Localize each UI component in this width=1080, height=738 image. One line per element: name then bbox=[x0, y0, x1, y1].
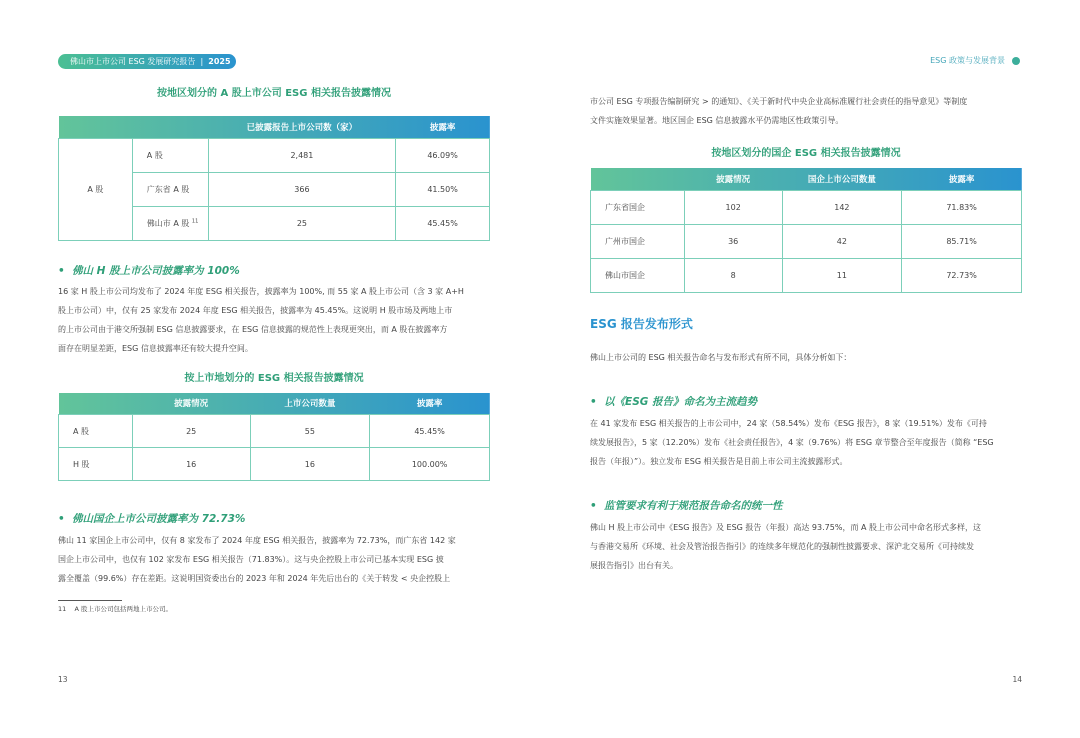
footnote-ref[interactable]: 11 bbox=[191, 217, 199, 224]
paragraph bbox=[590, 518, 1022, 575]
paragraph-line: 面存在明显差距，ESG 信息披露率还有较大提升空间。 bbox=[58, 343, 253, 353]
section-heading: • 佛山 H 股上市公司披露率为 100% bbox=[58, 264, 240, 277]
footnote bbox=[58, 604, 172, 613]
table-row bbox=[59, 415, 490, 448]
paragraph-line: 在 41 家发布 ESG 相关报告的上市公司中，24 家（58.54%）发布《ESG 报告》，8 家（19.51%）发布《可持 bbox=[590, 418, 987, 428]
table-cell: 71.83% bbox=[902, 190, 1022, 224]
table-row bbox=[591, 190, 1022, 224]
page-number-left: 13 bbox=[58, 675, 68, 684]
table-row bbox=[591, 224, 1022, 258]
table-cell: 2,481 bbox=[208, 138, 396, 172]
table-cell: 102 bbox=[684, 190, 782, 224]
table-cell: 8 bbox=[684, 258, 782, 292]
section-heading: • 佛山国企上市公司披露率为 72.73% bbox=[58, 513, 246, 525]
table-cell: 广州市国企 bbox=[591, 224, 685, 258]
table-header-cell: 披露率 bbox=[416, 399, 443, 410]
table-cell: A 股 bbox=[59, 415, 133, 448]
table-cell: 100.00% bbox=[370, 448, 490, 481]
section-title: ESG 报告发布形式 bbox=[590, 316, 693, 331]
table-header-cell: 披露率 bbox=[948, 174, 975, 185]
table-cell: 46.09% bbox=[396, 138, 490, 172]
paragraph bbox=[58, 531, 490, 588]
table-cell: 11 bbox=[782, 258, 902, 292]
section-heading-text: 佛山国企上市公司披露率为 72.73% bbox=[72, 513, 246, 525]
footnote-text: A 股上市公司包括两地上市公司。 bbox=[74, 605, 173, 613]
table-cell: H 股 bbox=[59, 448, 133, 481]
table-cell: 广东省 A 股 bbox=[132, 172, 208, 206]
table-row bbox=[59, 138, 490, 172]
table-cell: 366 bbox=[208, 172, 396, 206]
paragraph-line: 文件实施效果显著。地区国企 ESG 信息披露水平仍需地区性政策引导。 bbox=[590, 116, 844, 125]
section-heading: • 监管要求有利于规范报告命名的统一性 bbox=[590, 499, 783, 512]
table-cell: 45.45% bbox=[370, 415, 490, 448]
table-cell: 广东省国企 bbox=[591, 190, 685, 224]
footnote-divider bbox=[58, 600, 122, 601]
section-heading-text: 佛山 H 股上市公司披露率为 100% bbox=[72, 264, 240, 277]
table-cell: 16 bbox=[132, 448, 250, 481]
table-region-title: 按地区划分的 A 股上市公司 ESG 相关报告披露情况 bbox=[157, 88, 391, 99]
chapter-dot-icon bbox=[1012, 57, 1020, 65]
table-header-cell: 披露情况 bbox=[716, 174, 751, 185]
table-row bbox=[59, 448, 490, 481]
paragraph-line: 佛山 H 股上市公司中《ESG 报告》及 ESG 报告（年报）高达 93.75%，而 A 股上市公司中命名形式多样，这 bbox=[590, 522, 981, 532]
table-cell: 16 bbox=[250, 448, 370, 481]
table-cell: 45.45% bbox=[396, 206, 490, 240]
table-row bbox=[591, 258, 1022, 292]
table-group-cell: A 股 bbox=[59, 138, 133, 240]
paragraph bbox=[590, 92, 1022, 130]
paragraph-line: 国企上市公司中，也仅有 102 家发布 ESG 相关报告（71.83%）。这与央企控股上市公司已基本实现 ESG 披 bbox=[58, 555, 444, 564]
table-market bbox=[58, 393, 490, 482]
chapter-label bbox=[930, 55, 1020, 66]
title-separator: | bbox=[197, 57, 206, 66]
paragraph-line: 16 家 H 股上市公司均发布了 2024 年度 ESG 相关报告，披露率为 100%, 而 55 家 A 股上市公司（含 3 家 A+H bbox=[58, 286, 464, 296]
table-cell: 42 bbox=[782, 224, 902, 258]
paragraph-line: 续发展报告》，5 家（12.20%）发布《社会责任报告》，4 家（9.76%）将 ESG 章节整合至年度报告（简称 “ESG bbox=[590, 437, 994, 447]
table-cell: 佛山市国企 bbox=[591, 258, 685, 292]
right-column bbox=[590, 92, 1022, 575]
page-number-right: 14 bbox=[1012, 675, 1022, 684]
table-cell: 85.71% bbox=[902, 224, 1022, 258]
table-header-cell: 披露率 bbox=[429, 122, 456, 133]
paragraph-line: 露全覆盖（99.6%）存在差距。这说明国资委出台的 2023 年和 2024 年先后出台的《关于转发 < 央企控股上 bbox=[58, 574, 451, 583]
section-heading-text: 监管要求有利于规范报告命名的统一性 bbox=[604, 499, 783, 512]
table-cell: 142 bbox=[782, 190, 902, 224]
report-title-pill bbox=[58, 54, 236, 69]
section-heading: • 以《ESG 报告》命名为主流趋势 bbox=[590, 395, 758, 408]
table-market-title: 按上市地划分的 ESG 相关报告披露情况 bbox=[184, 372, 364, 384]
report-year: 2025 bbox=[208, 57, 231, 66]
paragraph-line: 股上市公司）中，仅有 25 家发布 2024 年度 ESG 相关报告，披露率为 45.45%。这说明 H 股市场及两地上市 bbox=[58, 305, 453, 315]
table-soe-title: 按地区划分的国企 ESG 相关报告披露情况 bbox=[711, 148, 901, 159]
table-region bbox=[58, 116, 490, 241]
table-header-row bbox=[591, 168, 1022, 190]
paragraph: 佛山上市公司的 ESG 相关报告命名与发布形式有所不同，具体分析如下： bbox=[590, 352, 852, 362]
table-cell: 36 bbox=[684, 224, 782, 258]
paragraph-line: 市公司 ESG 专项报告编制研究 > 的通知》、《关于新时代中央企业高标准履行社会责任的指导意见》等制度 bbox=[590, 97, 968, 106]
table-cell: A 股 bbox=[132, 138, 208, 172]
table-cell: 25 bbox=[132, 415, 250, 448]
section-heading-text: 以《ESG 报告》命名为主流趋势 bbox=[604, 395, 758, 408]
table-cell: 41.50% bbox=[396, 172, 490, 206]
table-header-row bbox=[59, 116, 490, 138]
table-cell: 72.73% bbox=[902, 258, 1022, 292]
table-header-row bbox=[59, 393, 490, 415]
table-cell: 25 bbox=[208, 206, 396, 240]
paragraph-line: 报告（年报）”）。独立发布 ESG 相关报告是目前上市公司主流披露形式。 bbox=[590, 456, 848, 466]
table-header-cell: 上市公司数量 bbox=[284, 399, 336, 410]
table-header-cell: 披露情况 bbox=[174, 399, 209, 410]
table-cell: 55 bbox=[250, 415, 370, 448]
paragraph-line: 佛山 11 家国企上市公司中，仅有 8 家发布了 2024 年度 ESG 相关报告，披露率为 72.73%，而广东省 142 家 bbox=[58, 536, 456, 545]
paragraph bbox=[590, 414, 1022, 471]
left-column bbox=[58, 86, 490, 588]
chapter-title: ESG 政策与发展背景 bbox=[930, 56, 1005, 65]
paragraph-line: 与香港交易所《环境、社会及管治报告指引》的连续多年规范化的强制性披露要求、深沪北交易所《可持续发 bbox=[590, 541, 974, 551]
footnote-number: 11 bbox=[58, 605, 67, 613]
row-label: 佛山市 A 股 bbox=[146, 218, 190, 228]
paragraph-line: 展报告指引》出台有关。 bbox=[590, 560, 678, 570]
table-header-cell: 已披露报告上市公司数（家） bbox=[246, 122, 358, 133]
table-cell bbox=[132, 206, 208, 240]
paragraph bbox=[58, 282, 490, 358]
paragraph-line: 的上市公司由于港交所强制 ESG 信息披露要求，在 ESG 信息披露的规范性上表现更突出，而 A 股在披露率方 bbox=[58, 324, 448, 334]
table-header-cell: 国企上市公司数量 bbox=[807, 174, 876, 185]
report-title: 佛山市上市公司 ESG 发展研究报告 bbox=[70, 57, 196, 66]
table-soe bbox=[590, 168, 1022, 293]
